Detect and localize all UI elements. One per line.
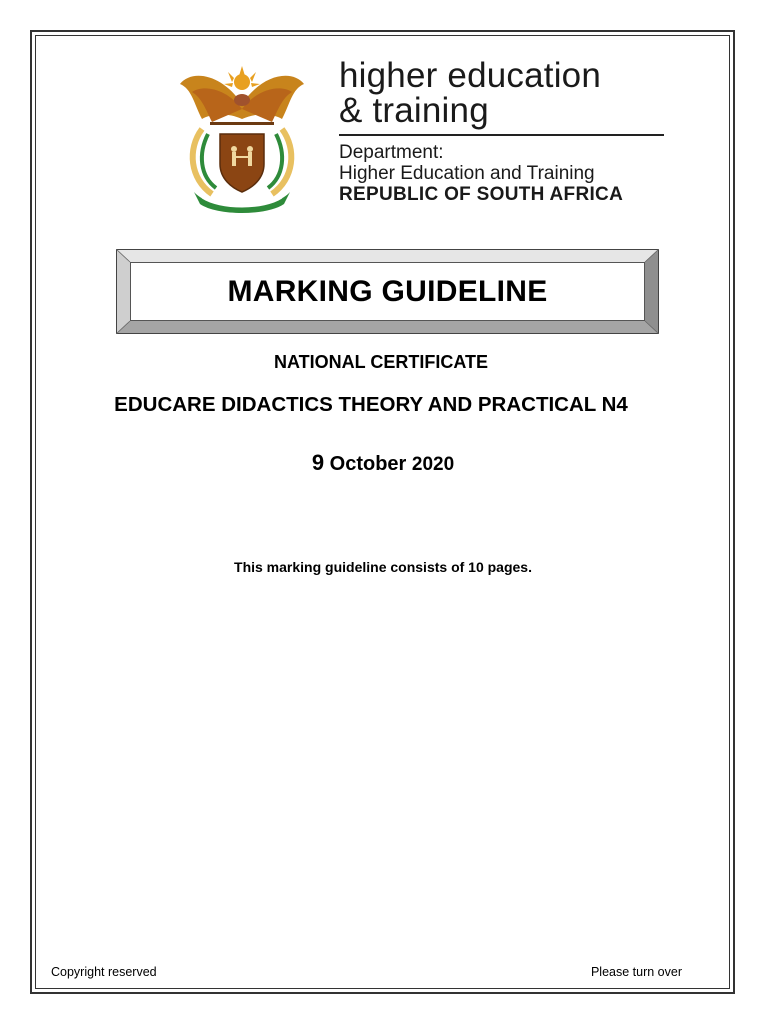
country-name: REPUBLIC OF SOUTH AFRICA: [339, 184, 624, 205]
banner-title: MARKING GUIDELINE: [227, 274, 548, 308]
subject-title: EDUCARE DIDACTICS THEORY AND PRACTICAL N4: [114, 393, 628, 416]
coat-of-arms-icon: [172, 64, 312, 214]
logo-title-line2: & training: [339, 91, 489, 130]
banner: [130, 262, 645, 321]
department-label: Department:: [339, 142, 444, 163]
department-name: Higher Education and Training: [339, 163, 595, 184]
page-count-note: This marking guideline consists of 10 pages.: [234, 559, 532, 575]
certificate-title: NATIONAL CERTIFICATE: [274, 352, 488, 372]
header-divider: [339, 134, 664, 136]
date-day: 9: [311, 450, 325, 475]
department-logo-title: [339, 58, 601, 128]
footer-copyright: Copyright reserved: [51, 965, 157, 979]
date-month: October: [329, 453, 407, 475]
logo-title-line1: higher education: [339, 56, 602, 95]
footer-turn-over: Please turn over: [590, 965, 682, 979]
exam-date: [0, 450, 767, 476]
date-year: 2020: [411, 454, 455, 475]
